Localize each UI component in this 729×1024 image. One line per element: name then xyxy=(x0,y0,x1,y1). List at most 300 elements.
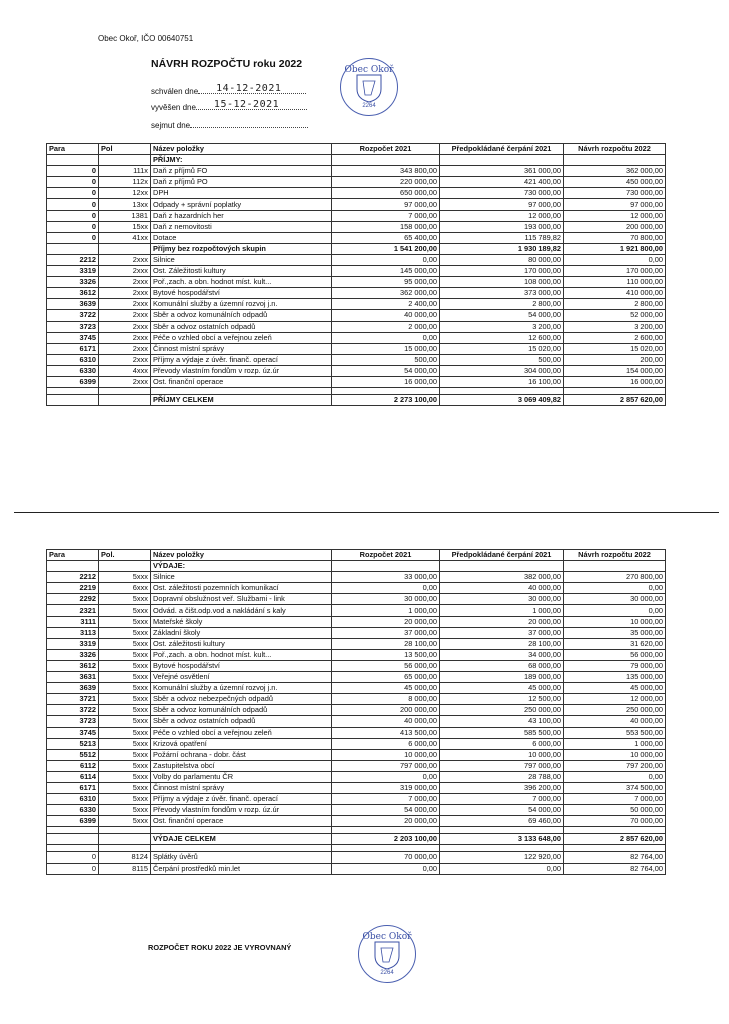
row-para: 3326 xyxy=(47,649,99,660)
row-expected-2021: 189 000,00 xyxy=(440,672,564,683)
row-expected-2021: 500,00 xyxy=(440,354,564,365)
row-pol: 5xxx xyxy=(99,727,151,738)
row-pol: 1381 xyxy=(99,210,151,221)
row-expected-2021: 20 000,00 xyxy=(440,616,564,627)
table-row xyxy=(47,288,666,299)
row-pol: 2xxx xyxy=(99,332,151,343)
row-expected-2021: 1 930 189,82 xyxy=(440,243,564,254)
row-pol: 5xxx xyxy=(99,594,151,605)
row-name: Činnost místní správy xyxy=(151,782,332,793)
row-pol: 2xxx xyxy=(99,266,151,277)
table-row xyxy=(47,649,666,660)
row-name: Čerpání prostředků min.let xyxy=(151,863,332,874)
row-budget-2021: 500,00 xyxy=(332,354,440,365)
row-budget-2021: 65 400,00 xyxy=(332,232,440,243)
row-budget-2021: 158 000,00 xyxy=(332,221,440,232)
row-proposal-2022 xyxy=(564,561,666,572)
row-para: 0 xyxy=(47,188,99,199)
row-budget-2021: 7 000,00 xyxy=(332,210,440,221)
row-expected-2021: 43 100,00 xyxy=(440,716,564,727)
row-budget-2021: 97 000,00 xyxy=(332,199,440,210)
row-expected-2021: 28 788,00 xyxy=(440,771,564,782)
table-row xyxy=(47,232,666,243)
row-expected-2021: 3 133 648,00 xyxy=(440,834,564,845)
table-row xyxy=(47,782,666,793)
row-budget-2021: 413 500,00 xyxy=(332,727,440,738)
row-expected-2021: 54 000,00 xyxy=(440,310,564,321)
row-expected-2021: 2 800,00 xyxy=(440,299,564,310)
table-row xyxy=(47,694,666,705)
row-expected-2021: 421 400,00 xyxy=(440,177,564,188)
row-proposal-2022: 97 000,00 xyxy=(564,199,666,210)
row-expected-2021: 7 000,00 xyxy=(440,794,564,805)
row-pol xyxy=(99,845,151,852)
row-proposal-2022: 730 000,00 xyxy=(564,188,666,199)
row-proposal-2022: 7 000,00 xyxy=(564,794,666,805)
row-para: 3639 xyxy=(47,299,99,310)
row-para xyxy=(47,845,99,852)
row-pol: 5xxx xyxy=(99,816,151,827)
table-row xyxy=(47,243,666,254)
row-proposal-2022: 410 000,00 xyxy=(564,288,666,299)
row-para: 0 xyxy=(47,210,99,221)
row-para: 6171 xyxy=(47,343,99,354)
row-proposal-2022: 70 800,00 xyxy=(564,232,666,243)
row-proposal-2022: 250 000,00 xyxy=(564,705,666,716)
row-expected-2021: 304 000,00 xyxy=(440,365,564,376)
table-row xyxy=(47,561,666,572)
table-row xyxy=(47,863,666,874)
income-table xyxy=(46,143,666,406)
row-proposal-2022: 374 500,00 xyxy=(564,782,666,793)
approved-date: 14-12-2021 xyxy=(216,83,282,94)
table-row xyxy=(47,638,666,649)
col-budget-2021: Rozpočet 2021 xyxy=(332,144,440,155)
row-expected-2021: 30 000,00 xyxy=(440,594,564,605)
table-row xyxy=(47,572,666,583)
row-expected-2021: 80 000,00 xyxy=(440,254,564,265)
row-name: PŘÍJMY CELKEM xyxy=(151,395,332,406)
table-row xyxy=(47,605,666,616)
row-name: Sběr a odvoz ostatních odpadů xyxy=(151,716,332,727)
row-name: Daň z nemovitosti xyxy=(151,221,332,232)
row-para: 6399 xyxy=(47,376,99,387)
col-budget-2021: Rozpočet 2021 xyxy=(332,550,440,561)
table-row xyxy=(47,805,666,816)
row-pol: 5xxx xyxy=(99,694,151,705)
table-row xyxy=(47,827,666,834)
row-budget-2021: 70 000,00 xyxy=(332,852,440,863)
row-expected-2021: 382 000,00 xyxy=(440,572,564,583)
row-budget-2021: 28 100,00 xyxy=(332,638,440,649)
row-expected-2021: 170 000,00 xyxy=(440,266,564,277)
row-name: Silnice xyxy=(151,572,332,583)
row-proposal-2022 xyxy=(564,155,666,166)
table-row xyxy=(47,771,666,782)
row-expected-2021 xyxy=(440,827,564,834)
row-para: 0 xyxy=(47,221,99,232)
row-name: Sběr a odvoz nebezpečných odpadů xyxy=(151,694,332,705)
row-name: Dotace xyxy=(151,232,332,243)
row-para xyxy=(47,561,99,572)
row-expected-2021: 69 460,00 xyxy=(440,816,564,827)
row-proposal-2022: 35 000,00 xyxy=(564,627,666,638)
row-proposal-2022 xyxy=(564,827,666,834)
row-proposal-2022: 1 000,00 xyxy=(564,738,666,749)
col-pol: Pol xyxy=(99,144,151,155)
table-row xyxy=(47,834,666,845)
row-name: Bytové hospodářství xyxy=(151,288,332,299)
row-expected-2021: 3 200,00 xyxy=(440,321,564,332)
table-row xyxy=(47,760,666,771)
row-para: 6171 xyxy=(47,782,99,793)
row-proposal-2022: 79 000,00 xyxy=(564,660,666,671)
row-budget-2021: 10 000,00 xyxy=(332,749,440,760)
row-budget-2021: 40 000,00 xyxy=(332,716,440,727)
table-row xyxy=(47,749,666,760)
row-expected-2021 xyxy=(440,845,564,852)
row-para xyxy=(47,243,99,254)
table-row xyxy=(47,155,666,166)
row-para: 3723 xyxy=(47,321,99,332)
row-pol xyxy=(99,243,151,254)
row-name: Splátky úvěrů xyxy=(151,852,332,863)
row-name: Zastupitelstva obcí xyxy=(151,760,332,771)
row-name: Příjmy bez rozpočtových skupin xyxy=(151,243,332,254)
row-name: Příjmy a výdaje z úvěr. finanč. operací xyxy=(151,354,332,365)
row-pol: 2xxx xyxy=(99,277,151,288)
row-para: 3113 xyxy=(47,627,99,638)
row-name: Činnost místní správy xyxy=(151,343,332,354)
row-para: 3612 xyxy=(47,288,99,299)
row-budget-2021: 20 000,00 xyxy=(332,816,440,827)
table-row xyxy=(47,299,666,310)
row-pol: 111x xyxy=(99,166,151,177)
col-expected-2021: Předpokládané čerpání 2021 xyxy=(440,144,564,155)
row-budget-2021: 0,00 xyxy=(332,771,440,782)
row-expected-2021: 585 500,00 xyxy=(440,727,564,738)
row-pol: 5xxx xyxy=(99,738,151,749)
row-proposal-2022: 2 857 620,00 xyxy=(564,395,666,406)
row-para: 3639 xyxy=(47,683,99,694)
row-pol: 6xxx xyxy=(99,583,151,594)
row-budget-2021 xyxy=(332,845,440,852)
row-name: VÝDAJE CELKEM xyxy=(151,834,332,845)
row-pol: 41xx xyxy=(99,232,151,243)
table-row xyxy=(47,221,666,232)
posted-date: 15-12-2021 xyxy=(213,99,280,110)
row-proposal-2022: 0,00 xyxy=(564,605,666,616)
table-row xyxy=(47,616,666,627)
row-proposal-2022: 16 000,00 xyxy=(564,376,666,387)
row-proposal-2022: 553 500,00 xyxy=(564,727,666,738)
row-pol: 2xxx xyxy=(99,288,151,299)
row-name: Daň z příjmů PO xyxy=(151,177,332,188)
table-row xyxy=(47,210,666,221)
coat-of-arms-icon xyxy=(353,73,385,103)
row-name: Sběr a odvoz ostatních odpadů xyxy=(151,321,332,332)
expense-header-row xyxy=(47,550,666,561)
row-pol: 2xxx xyxy=(99,376,151,387)
row-name: Krizová opatření xyxy=(151,738,332,749)
row-para: 0 xyxy=(47,177,99,188)
row-pol: 2xxx xyxy=(99,254,151,265)
row-para xyxy=(47,395,99,406)
row-para xyxy=(47,827,99,834)
stamp-number: 2264 xyxy=(380,970,394,976)
row-para: 3612 xyxy=(47,660,99,671)
row-proposal-2022: 82 764,00 xyxy=(564,863,666,874)
row-expected-2021: 115 789,82 xyxy=(440,232,564,243)
row-budget-2021 xyxy=(332,561,440,572)
row-para: 0 xyxy=(47,852,99,863)
row-expected-2021: 34 000,00 xyxy=(440,649,564,660)
row-para: 3722 xyxy=(47,705,99,716)
row-budget-2021: 37 000,00 xyxy=(332,627,440,638)
row-para: 0 xyxy=(47,863,99,874)
row-pol: 2xxx xyxy=(99,354,151,365)
row-name: Daň z hazardních her xyxy=(151,210,332,221)
row-budget-2021 xyxy=(332,827,440,834)
row-budget-2021: 16 000,00 xyxy=(332,376,440,387)
row-pol: 8124 xyxy=(99,852,151,863)
row-proposal-2022: 12 000,00 xyxy=(564,694,666,705)
row-proposal-2022: 154 000,00 xyxy=(564,365,666,376)
row-name: Poř.,zach. a obn. hodnot míst. kult... xyxy=(151,649,332,660)
row-pol: 5xxx xyxy=(99,705,151,716)
table-row xyxy=(47,852,666,863)
row-budget-2021: 0,00 xyxy=(332,332,440,343)
official-stamp xyxy=(340,58,398,116)
table-row xyxy=(47,594,666,605)
table-row xyxy=(47,177,666,188)
row-name: Odvád. a čišt.odp.vod a nakládání s kaly xyxy=(151,605,332,616)
removed-line xyxy=(151,118,308,130)
row-name: Ost. Záležitosti kultury xyxy=(151,266,332,277)
table-row xyxy=(47,266,666,277)
row-name: Silnice xyxy=(151,254,332,265)
row-expected-2021: 361 000,00 xyxy=(440,166,564,177)
row-expected-2021: 45 000,00 xyxy=(440,683,564,694)
row-pol: 5xxx xyxy=(99,672,151,683)
row-proposal-2022: 12 000,00 xyxy=(564,210,666,221)
row-para: 5213 xyxy=(47,738,99,749)
row-name: Mateřské školy xyxy=(151,616,332,627)
table-row xyxy=(47,738,666,749)
row-budget-2021: 40 000,00 xyxy=(332,310,440,321)
row-budget-2021: 343 800,00 xyxy=(332,166,440,177)
row-budget-2021 xyxy=(332,388,440,395)
row-budget-2021: 0,00 xyxy=(332,583,440,594)
col-expected-2021: Předpokládané čerpání 2021 xyxy=(440,550,564,561)
row-para: 3326 xyxy=(47,277,99,288)
row-expected-2021: 373 000,00 xyxy=(440,288,564,299)
row-proposal-2022: 31 620,00 xyxy=(564,638,666,649)
table-row xyxy=(47,627,666,638)
row-name: Volby do parlamentu ČR xyxy=(151,771,332,782)
row-budget-2021: 0,00 xyxy=(332,254,440,265)
row-para: 5512 xyxy=(47,749,99,760)
approved-line xyxy=(151,84,306,96)
row-proposal-2022: 135 000,00 xyxy=(564,672,666,683)
row-pol xyxy=(99,834,151,845)
row-pol xyxy=(99,388,151,395)
row-proposal-2022: 56 000,00 xyxy=(564,649,666,660)
row-pol: 5xxx xyxy=(99,660,151,671)
row-expected-2021 xyxy=(440,561,564,572)
row-pol: 5xxx xyxy=(99,716,151,727)
table-row xyxy=(47,188,666,199)
row-budget-2021: 145 000,00 xyxy=(332,266,440,277)
row-budget-2021: 797 000,00 xyxy=(332,760,440,771)
table-row xyxy=(47,321,666,332)
row-pol: 5xxx xyxy=(99,683,151,694)
row-budget-2021: 319 000,00 xyxy=(332,782,440,793)
row-name: PŘÍJMY: xyxy=(151,155,332,166)
header-org: Obec Okoř, IČO 00640751 xyxy=(98,34,194,43)
row-budget-2021: 56 000,00 xyxy=(332,660,440,671)
row-name: DPH xyxy=(151,188,332,199)
row-budget-2021: 2 273 100,00 xyxy=(332,395,440,406)
row-budget-2021: 54 000,00 xyxy=(332,365,440,376)
row-para: 0 xyxy=(47,166,99,177)
col-pol: Pol. xyxy=(99,550,151,561)
income-header-row xyxy=(47,144,666,155)
table-row xyxy=(47,705,666,716)
row-expected-2021: 1 000,00 xyxy=(440,605,564,616)
table-row xyxy=(47,254,666,265)
table-row xyxy=(47,683,666,694)
row-proposal-2022: 0,00 xyxy=(564,583,666,594)
row-name: Dopravní obslužnost veř. Službami - link xyxy=(151,594,332,605)
row-expected-2021: 6 000,00 xyxy=(440,738,564,749)
table-row xyxy=(47,365,666,376)
section-divider xyxy=(14,512,719,513)
row-budget-2021: 2 203 100,00 xyxy=(332,834,440,845)
row-expected-2021: 122 920,00 xyxy=(440,852,564,863)
row-expected-2021: 250 000,00 xyxy=(440,705,564,716)
balanced-budget-note: ROZPOČET ROKU 2022 JE VYROVNANÝ xyxy=(148,943,292,952)
col-para: Para xyxy=(47,144,99,155)
row-proposal-2022: 450 000,00 xyxy=(564,177,666,188)
page-title: NÁVRH ROZPOČTU roku 2022 xyxy=(151,58,303,70)
row-budget-2021: 0,00 xyxy=(332,863,440,874)
row-pol xyxy=(99,155,151,166)
row-budget-2021: 30 000,00 xyxy=(332,594,440,605)
row-expected-2021: 16 100,00 xyxy=(440,376,564,387)
row-proposal-2022: 2 857 620,00 xyxy=(564,834,666,845)
row-proposal-2022: 15 020,00 xyxy=(564,343,666,354)
row-pol: 5xxx xyxy=(99,749,151,760)
row-budget-2021: 200 000,00 xyxy=(332,705,440,716)
row-expected-2021: 12 500,00 xyxy=(440,694,564,705)
row-pol xyxy=(99,827,151,834)
coat-of-arms-icon xyxy=(371,940,403,970)
row-budget-2021: 1 000,00 xyxy=(332,605,440,616)
row-name: Ost. finanční operace xyxy=(151,816,332,827)
table-row xyxy=(47,388,666,395)
row-para: 3721 xyxy=(47,694,99,705)
col-para: Para xyxy=(47,550,99,561)
row-expected-2021: 15 020,00 xyxy=(440,343,564,354)
table-row xyxy=(47,660,666,671)
row-expected-2021: 40 000,00 xyxy=(440,583,564,594)
row-proposal-2022: 797 200,00 xyxy=(564,760,666,771)
row-proposal-2022: 82 764,00 xyxy=(564,852,666,863)
row-proposal-2022: 45 000,00 xyxy=(564,683,666,694)
row-name: Příjmy a výdaje z úvěr. finanč. operací xyxy=(151,794,332,805)
row-para: 3319 xyxy=(47,266,99,277)
table-row xyxy=(47,794,666,805)
row-para xyxy=(47,155,99,166)
row-budget-2021: 95 000,00 xyxy=(332,277,440,288)
row-pol: 5xxx xyxy=(99,771,151,782)
table-row xyxy=(47,716,666,727)
row-proposal-2022: 52 000,00 xyxy=(564,310,666,321)
row-para: 6330 xyxy=(47,805,99,816)
row-pol: 5xxx xyxy=(99,616,151,627)
row-budget-2021: 1 541 200,00 xyxy=(332,243,440,254)
stamp-text: Obec Okoř xyxy=(362,932,412,942)
row-expected-2021: 797 000,00 xyxy=(440,760,564,771)
expense-table xyxy=(46,549,666,875)
row-para: 6330 xyxy=(47,365,99,376)
row-name: Bytové hospodářství xyxy=(151,660,332,671)
row-pol: 5xxx xyxy=(99,805,151,816)
row-proposal-2022: 1 921 800,00 xyxy=(564,243,666,254)
row-budget-2021 xyxy=(332,155,440,166)
row-expected-2021: 10 000,00 xyxy=(440,749,564,760)
table-row xyxy=(47,816,666,827)
row-expected-2021: 12 000,00 xyxy=(440,210,564,221)
row-budget-2021: 220 000,00 xyxy=(332,177,440,188)
row-para: 3745 xyxy=(47,727,99,738)
row-pol: 5xxx xyxy=(99,782,151,793)
row-proposal-2022: 200,00 xyxy=(564,354,666,365)
row-name: Péče o vzhled obcí a veřejnou zeleň xyxy=(151,727,332,738)
table-row xyxy=(47,583,666,594)
table-row xyxy=(47,376,666,387)
row-para: 2212 xyxy=(47,572,99,583)
table-row xyxy=(47,727,666,738)
row-pol: 5xxx xyxy=(99,572,151,583)
row-para: 2321 xyxy=(47,605,99,616)
col-proposal-2022: Návrh rozpočtu 2022 xyxy=(564,550,666,561)
row-pol: 2xxx xyxy=(99,310,151,321)
row-expected-2021: 396 200,00 xyxy=(440,782,564,793)
table-row xyxy=(47,332,666,343)
row-expected-2021 xyxy=(440,155,564,166)
row-proposal-2022: 2 600,00 xyxy=(564,332,666,343)
row-budget-2021: 7 000,00 xyxy=(332,794,440,805)
row-para: 3319 xyxy=(47,638,99,649)
row-name: Komunální služby a územní rozvoj j.n. xyxy=(151,683,332,694)
row-pol: 5xxx xyxy=(99,638,151,649)
row-proposal-2022: 200 000,00 xyxy=(564,221,666,232)
row-name xyxy=(151,827,332,834)
row-proposal-2022: 10 000,00 xyxy=(564,616,666,627)
col-proposal-2022: Návrh rozpočtu 2022 xyxy=(564,144,666,155)
row-budget-2021: 6 000,00 xyxy=(332,738,440,749)
row-para: 3111 xyxy=(47,616,99,627)
row-pol: 5xxx xyxy=(99,627,151,638)
posted-label: vyvěšen dne xyxy=(151,103,196,112)
row-name: Sběr a odvoz komunálních odpadů xyxy=(151,705,332,716)
row-name: Komunální služby a územní rozvoj j.n. xyxy=(151,299,332,310)
row-pol: 2xxx xyxy=(99,343,151,354)
row-pol: 2xxx xyxy=(99,321,151,332)
row-pol: 2xxx xyxy=(99,299,151,310)
